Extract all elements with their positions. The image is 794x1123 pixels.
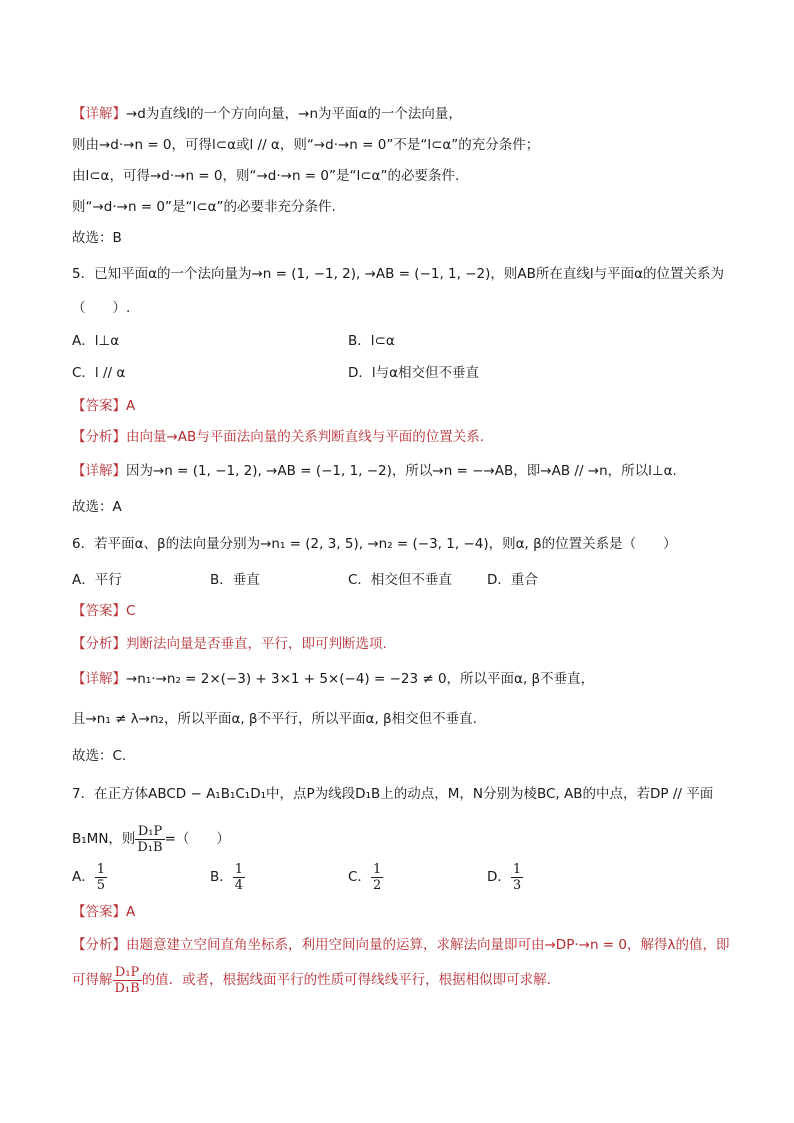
q5-option-b: B．l⊂α — [348, 333, 395, 349]
q4-detail-line-4: 则“→d·→n = 0”是“l⊂α”的必要非充分条件. — [72, 199, 336, 215]
q5-option-a: A．l⊥α — [72, 333, 120, 349]
q7-analysis-2: 可得解 $\frac{\text{D₁P}}{\text{D₁B}}$ 的值．或者，根据线面平行的性质可得线线平行，根据相似即可求解. — [72, 964, 551, 996]
detail-tag: 【详解】 — [72, 106, 126, 122]
detail-tag: 【详解】 — [72, 671, 126, 687]
q7-option-a: A． $\frac{1}{5}$ — [72, 861, 106, 893]
q4-detail-line-2: 则由→d·→n = 0，可得l⊂α或l // α，则“→d·→n = 0”不是“l⊂α”的充分条件； — [72, 137, 540, 153]
q6-analysis: 【分析】判断法向量是否垂直，平行，即可判断选项. — [72, 636, 387, 652]
q5-detail: 【详解】因为→n = (1, −1, 2), →AB = (−1, 1, −2)，所以→n = −→AB，即→AB // →n，所以l⊥α. — [72, 463, 677, 479]
q6-answer: 【答案】C — [72, 603, 136, 619]
analysis-tag: 【分析】 — [72, 937, 126, 953]
answer-tag: 【答案】 — [72, 603, 126, 619]
answer-tag: 【答案】 — [72, 904, 126, 920]
q6-stem: 6．若平面α、β的法向量分别为→n₁ = (2, 3, 5), →n₂ = (−3, 1, −4)，则α, β的位置关系是（ ） — [72, 536, 677, 552]
q6-detail-2: 且→n₁ ≠ λ→n₂，所以平面α, β不平行，所以平面α, β相交但不垂直. — [72, 711, 477, 727]
answer-tag: 【答案】 — [72, 398, 126, 414]
q5-option-c: C．l // α — [72, 365, 126, 381]
q7-answer: 【答案】A — [72, 904, 136, 920]
q4-choice: 故选：B — [72, 230, 122, 246]
q7-stem: 7．在正方体ABCD − A₁B₁C₁D₁中，点P为线段D₁B上的动点，M，N分别为棱BC, AB的中点，若DP // 平面 — [72, 786, 714, 802]
q7-analysis-fraction: $\frac{\text{D₁P}}{\text{D₁B}}$ — [114, 964, 140, 996]
q7-option-b: B． $\frac{1}{4}$ — [210, 861, 244, 893]
q5-stem: 5．已知平面α的一个法向量为→n = (1, −1, 2), →AB = (−1, 1, −2)，则AB所在直线l与平面α的位置关系为 — [72, 266, 725, 282]
q7-stem-2: B₁MN，则 $\frac{\text{D₁P}}{\text{D₁B}}$ =（ ） — [72, 823, 230, 855]
q7-option-d: D． $\frac{1}{3}$ — [487, 861, 522, 893]
q5-analysis: 【分析】由向量→AB与平面法向量的关系判断直线与平面的位置关系. — [72, 429, 485, 445]
q5-option-d: D．l与α相交但不垂直 — [348, 365, 480, 381]
q7-analysis: 【分析】由题意建立空间直角坐标系，利用空间向量的运算，求解法向量即可由→DP·→n = 0，解得λ的值，即 — [72, 937, 730, 953]
q6-option-a: A．平行 — [72, 572, 122, 588]
q4-detail-line-3: 由l⊂α，可得→d·→n = 0，则“→d·→n = 0”是“l⊂α”的必要条件. — [72, 168, 460, 184]
q7-option-c: C． $\frac{1}{2}$ — [348, 861, 382, 893]
q7-fraction: $\frac{\text{D₁P}}{\text{D₁B}}$ — [137, 823, 163, 855]
q6-option-c: C．相交但不垂直 — [348, 572, 452, 588]
analysis-tag: 【分析】 — [72, 429, 126, 445]
analysis-tag: 【分析】 — [72, 636, 126, 652]
q4-detail-line: 【详解】→d为直线l的一个方向向量，→n为平面α的一个法向量， — [72, 106, 462, 122]
q6-detail: 【详解】→n₁·→n₂ = 2×(−3) + 3×1 + 5×(−4) = −23 ≠ 0，所以平面α, β不垂直， — [72, 671, 595, 687]
q5-answer: 【答案】A — [72, 398, 136, 414]
q5-stem-2: （ ）. — [72, 300, 131, 316]
q6-option-d: D．重合 — [487, 572, 538, 588]
q6-option-b: B．垂直 — [210, 572, 260, 588]
q6-choice: 故选：C. — [72, 748, 127, 764]
q5-choice: 故选：A — [72, 499, 122, 515]
detail-tag: 【详解】 — [72, 463, 126, 479]
